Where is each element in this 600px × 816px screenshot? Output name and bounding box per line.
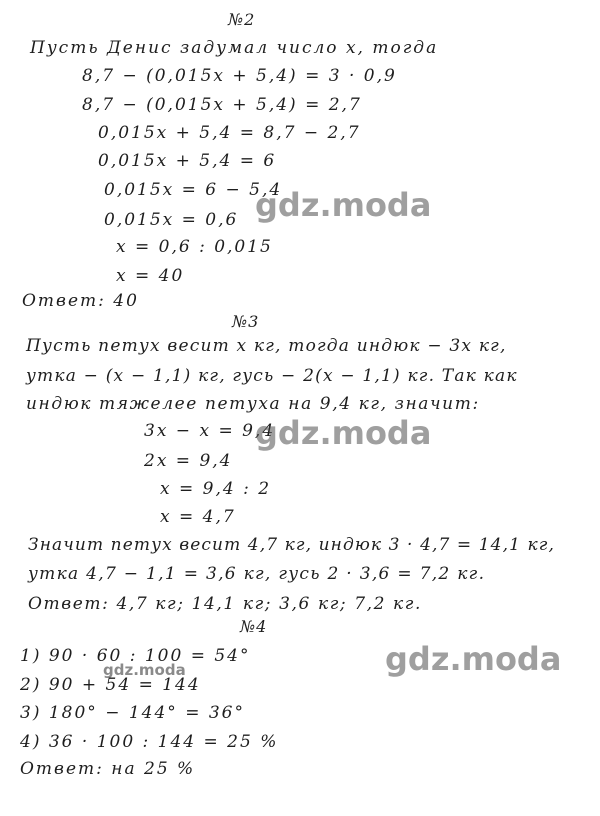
problem-2-line: 0,015x + 5,4 = 8,7 − 2,7 bbox=[98, 123, 361, 143]
watermark: gdz.moda bbox=[385, 640, 562, 678]
problem-3-line: x = 9,4 : 2 bbox=[160, 479, 272, 499]
problem-2-line: 8,7 − (0,015x + 5,4) = 3 · 0,9 bbox=[82, 66, 397, 86]
problem-2-line: 8,7 − (0,015x + 5,4) = 2,7 bbox=[82, 95, 362, 115]
problem-3-line: Пусть петух весит x кг, тогда индюк − 3x кг, bbox=[26, 336, 507, 356]
problem-4-answer: Ответ: на 25 % bbox=[20, 759, 196, 779]
problem-2-line: 0,015x = 0,6 bbox=[104, 210, 239, 230]
watermark: gdz.moda bbox=[255, 414, 432, 452]
problem-2-line: x = 0,6 : 0,015 bbox=[116, 237, 273, 257]
problem-3-line: утка − (x − 1,1) кг, гусь − 2(x − 1,1) кг. Так как bbox=[26, 366, 518, 386]
problem-2-line: 0,015x = 6 − 5,4 bbox=[104, 180, 283, 200]
problem-3-line: утка 4,7 − 1,1 = 3,6 кг, гусь 2 · 3,6 = 7,2 кг. bbox=[28, 564, 486, 584]
problem-2-number: №2 bbox=[228, 10, 256, 29]
problem-2-line: 0,015x + 5,4 = 6 bbox=[98, 151, 277, 171]
problem-3-line: Значит петух весит 4,7 кг, индюк 3 · 4,7 = 14,1 кг, bbox=[28, 535, 555, 555]
problem-2-line: x = 40 bbox=[116, 266, 185, 286]
problem-4-line: 3) 180° − 144° = 36° bbox=[20, 703, 245, 723]
problem-4-number: №4 bbox=[240, 617, 268, 636]
problem-3-line: 2x = 9,4 bbox=[144, 451, 233, 471]
problem-3-line: x = 4,7 bbox=[160, 507, 236, 527]
problem-3-line: индюк тяжелее петуха на 9,4 кг, значит: bbox=[26, 394, 480, 414]
problem-4-line: 1) 90 · 60 : 100 = 54° bbox=[20, 646, 251, 666]
problem-4-line: 2) 90 + 54 = 144 bbox=[20, 675, 201, 695]
problem-4-line: 4) 36 · 100 : 144 = 25 % bbox=[20, 732, 279, 752]
problem-3-line: 3x − x = 9,4 bbox=[144, 421, 276, 441]
problem-2-answer: Ответ: 40 bbox=[22, 291, 139, 311]
problem-3-number: №3 bbox=[232, 312, 260, 331]
watermark: gdz.moda bbox=[103, 661, 186, 679]
watermark: gdz.moda bbox=[255, 186, 432, 224]
problem-3-answer: Ответ: 4,7 кг; 14,1 кг; 3,6 кг; 7,2 кг. bbox=[28, 594, 423, 614]
problem-2-line: Пусть Денис задумал число x, тогда bbox=[30, 38, 439, 58]
